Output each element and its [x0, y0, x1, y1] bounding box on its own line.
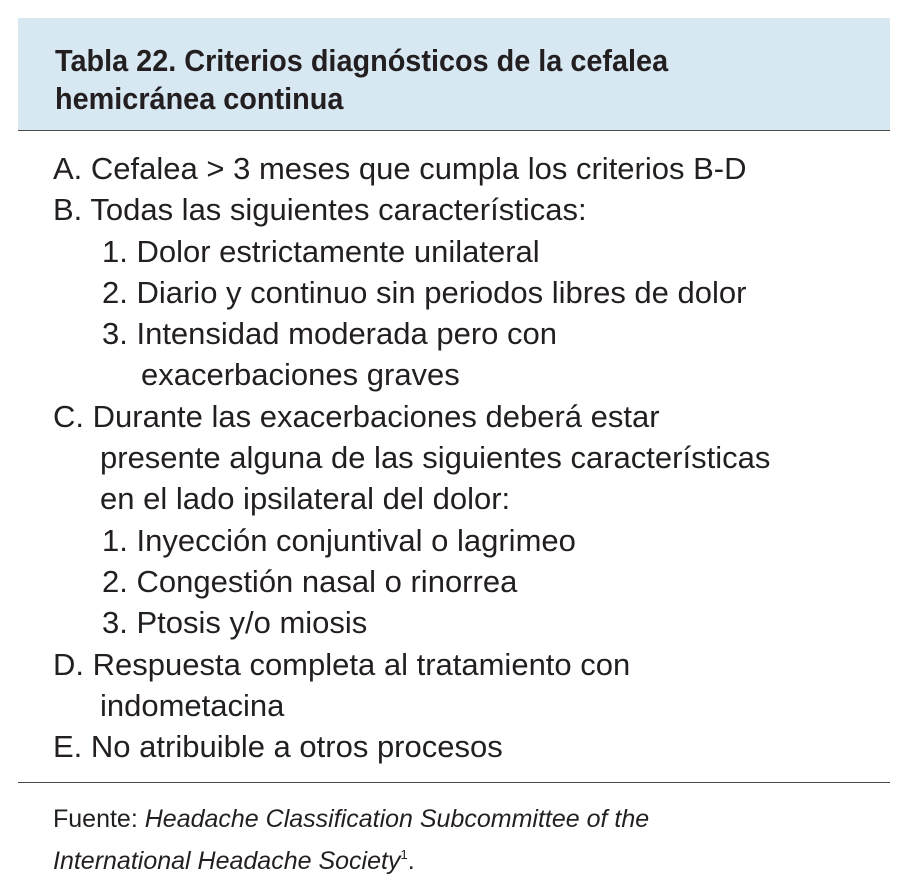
criterion-b: B. Todas las siguientes características:	[53, 192, 587, 228]
criterion-b-1: 1. Dolor estrictamente unilateral	[102, 233, 540, 269]
criterion-c-2: 2. Congestión nasal o rinorrea	[102, 563, 518, 599]
criterion-e: E. No atribuible a otros procesos	[53, 729, 503, 765]
source-title-line-2: International Headache Society	[53, 847, 401, 875]
criterion-b-3: 3. Intensidad moderada pero con	[102, 316, 557, 352]
criterion-a: A. Cefalea > 3 meses que cumpla los criterios B-D	[53, 151, 747, 186]
source-footnote-ref: 1	[400, 847, 408, 862]
criterion-d: D. Respuesta completa al tratamiento con	[53, 646, 631, 682]
table-header	[18, 18, 890, 131]
criterion-c-1: 1. Inyección conjuntival o lagrimeo	[102, 522, 576, 558]
source-prefix: Fuente:	[53, 805, 145, 833]
criterion-c-continuation-1: presente alguna de las siguientes características	[100, 440, 771, 476]
criterion-c: C. Durante las exacerbaciones deberá estar	[53, 398, 660, 434]
table-title	[55, 42, 818, 118]
bottom-divider	[18, 782, 890, 783]
source-suffix: .	[407, 847, 415, 875]
source-note	[53, 801, 883, 879]
criterion-c-continuation-2: en el lado ipsilateral del dolor:	[100, 481, 511, 517]
table-title-line-2: hemicránea continua	[55, 81, 344, 116]
table-title-line-1: Tabla 22. Criterios diagnósticos de la cefalea	[55, 43, 669, 78]
criterion-d-continuation: indometacina	[100, 687, 285, 723]
criterion-c-3: 3. Ptosis y/o miosis	[102, 605, 368, 641]
source-title-line-1: Headache Classification Subcommittee of the	[144, 805, 650, 833]
criterion-b-2: 2. Diario y continuo sin periodos libres de dolor	[102, 274, 747, 310]
criterion-b-3-continuation: exacerbaciones graves	[141, 357, 460, 393]
criteria-list	[53, 148, 883, 767]
